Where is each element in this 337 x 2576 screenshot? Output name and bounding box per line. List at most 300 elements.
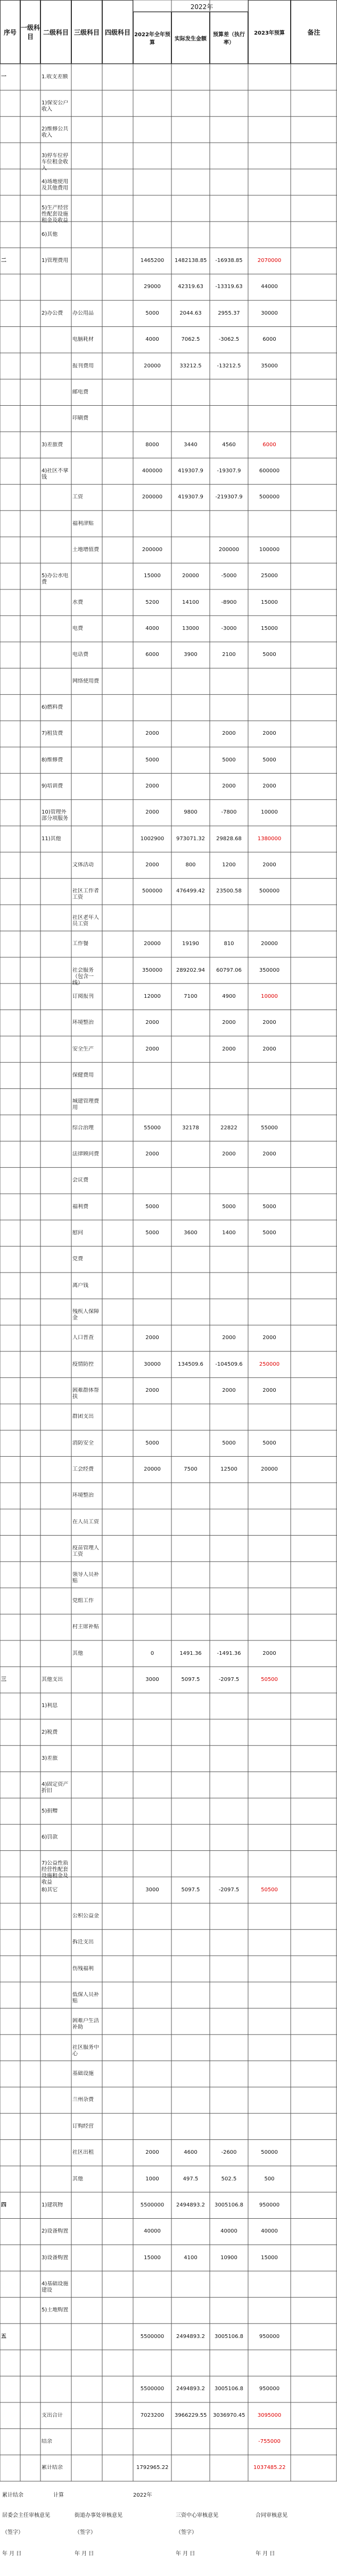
- cell-value-d: -2600: [221, 2150, 237, 2156]
- cell-label-l2: [42, 1913, 70, 1938]
- cell-label-l3: [72, 783, 101, 808]
- cell-label-l3: [72, 179, 101, 204]
- cell-value-d: -3000: [221, 625, 237, 631]
- cell-label-l1: [21, 74, 39, 99]
- cell-label-seq: [1, 547, 19, 572]
- cell-label-l1: [21, 2176, 39, 2201]
- cell-value-a: [175, 2307, 207, 2332]
- cell-value-n: [253, 915, 285, 940]
- cell-label-l3: 会议费: [72, 1177, 88, 1184]
- cell-label-seq: [1, 783, 19, 808]
- cell-value-a: [175, 1703, 207, 1728]
- cell-label-l3: [72, 232, 101, 257]
- cell-value-d: [213, 1966, 245, 1991]
- cell-value-b: [136, 1072, 168, 1097]
- cell-label-seq: [1, 1782, 19, 1807]
- col-header-seq: 序号: [0, 0, 20, 64]
- cell-label-seq: [1, 915, 19, 940]
- cell-label-l3: 工作餐: [72, 941, 88, 947]
- cell-value-b: 4000: [145, 337, 159, 343]
- cell-label-l2: [42, 1388, 70, 1413]
- cell-label-l1: [21, 1572, 39, 1597]
- cell-label-l1: [21, 2202, 39, 2227]
- cell-value-a: [175, 1572, 207, 1597]
- cell-value-n: 2000: [262, 1335, 276, 1341]
- cell-value-n: 950000: [259, 2333, 280, 2340]
- cell-value-d: 2000: [222, 783, 236, 790]
- cell-value-n: [253, 2097, 285, 2122]
- cell-label-l2: [42, 862, 70, 887]
- cell-label-l3: 工会经费: [72, 1466, 94, 1473]
- cell-label-l3: 领导人员补贴: [72, 1571, 99, 1584]
- cell-value-n: [253, 678, 285, 703]
- cell-value-a: 5097.5: [181, 1676, 200, 1683]
- cell-value-b: [136, 678, 168, 703]
- cell-label-seq: [1, 153, 19, 178]
- cell-value-a: [175, 1939, 207, 1964]
- cell-value-n: [253, 521, 285, 546]
- cell-label-l3: 电脑耗材: [72, 337, 94, 343]
- cell-value-n: [253, 1729, 285, 1754]
- cell-label-seq: [1, 2413, 19, 2438]
- cell-label-l2: [42, 389, 70, 414]
- cell-label-l3: [72, 100, 101, 125]
- cell-label-l3: 党费: [72, 1256, 83, 1262]
- cell-value-b: 30000: [144, 1361, 161, 1367]
- cell-label-l3: [72, 2439, 101, 2464]
- cell-label-seq: [1, 468, 19, 493]
- footer-calc-label: 计算: [53, 2492, 64, 2498]
- cell-label-seq: [1, 1598, 19, 1623]
- cell-label-seq: [1, 994, 19, 1019]
- cell-value-d: [213, 1177, 245, 1202]
- cell-value-n: 15000: [261, 625, 278, 631]
- cell-value-a: [175, 1992, 207, 2017]
- cell-value-b: 12000: [144, 993, 161, 999]
- cell-label-l2: 3)设备购置: [42, 2254, 69, 2261]
- cell-value-d: [213, 1755, 245, 1781]
- cell-value-b: 40000: [144, 2228, 161, 2235]
- cell-label-l2: 6)罚款: [42, 1834, 58, 1840]
- cell-label-l1: [21, 652, 39, 677]
- cell-label-l3: 拆迁支出: [72, 1939, 94, 1946]
- cell-label-l2: 累计结余: [42, 2465, 63, 2471]
- cell-value-a: [175, 126, 207, 151]
- cell-value-b: [136, 74, 168, 99]
- cell-label-seq: [1, 2097, 19, 2122]
- cell-value-d: [213, 678, 245, 703]
- cell-value-b: [136, 1492, 168, 1517]
- cell-label-l1: [21, 600, 39, 625]
- cell-value-b: 400000: [142, 467, 163, 474]
- cell-label-l2: [42, 1098, 70, 1123]
- cell-label-l3: 综合治理: [72, 1125, 94, 1131]
- cell-label-seq: [1, 1256, 19, 1281]
- cell-label-seq: [1, 363, 19, 388]
- cell-value-d: -7800: [221, 809, 237, 816]
- cell-value-d: -13319.63: [215, 284, 243, 290]
- cell-value-b: 20000: [144, 941, 161, 947]
- cell-label-l1: [21, 573, 39, 598]
- cell-value-d: [213, 74, 245, 99]
- cell-label-l2: [42, 1440, 70, 1465]
- cell-label-l2: [42, 415, 70, 440]
- cell-label-seq: [1, 967, 19, 992]
- cell-label-l1: [21, 179, 39, 204]
- cell-label-seq: [1, 1151, 19, 1176]
- cell-label-l3: [72, 1887, 101, 1912]
- cell-value-d: [213, 126, 245, 151]
- cell-label-l2: [42, 941, 70, 966]
- cell-label-l2: [42, 2097, 70, 2122]
- cell-label-l2: 5)土地购置: [42, 2307, 69, 2314]
- cell-value-n: 2000: [262, 1046, 276, 1052]
- cell-value-n: 10000: [261, 993, 278, 999]
- footer-sig3-line: （签字）: [176, 2530, 197, 2536]
- cell-value-n: 500000: [259, 888, 280, 895]
- cell-label-l1: [21, 2071, 39, 2096]
- cell-value-b: 2000: [145, 1151, 159, 1157]
- cell-value-d: [213, 1782, 245, 1807]
- cell-value-d: [213, 2465, 245, 2490]
- cell-label-l3: 社区服务中心: [72, 2044, 99, 2057]
- cell-value-n: 1380000: [257, 835, 282, 842]
- footer-sig1-line: （签字）: [2, 2530, 23, 2536]
- cell-label-l1: [21, 2360, 39, 2385]
- cell-label-l3: 社会服务（包含一线）: [72, 967, 94, 986]
- cell-value-a: 20000: [182, 573, 199, 579]
- cell-label-seq: [1, 1388, 19, 1413]
- cell-value-d: 2955.37: [218, 310, 240, 316]
- cell-value-b: [136, 521, 168, 546]
- cell-value-d: [213, 1072, 245, 1097]
- cell-label-seq: [1, 2045, 19, 2070]
- cell-label-seq: [1, 2123, 19, 2148]
- cell-label-l3: 福利费: [72, 1203, 88, 1210]
- cell-value-a: 9800: [184, 809, 198, 816]
- cell-label-l3: 伤残福利: [72, 1965, 94, 1972]
- cell-value-a: [175, 2281, 207, 2306]
- cell-value-b: [136, 389, 168, 414]
- cell-value-a: 42319.63: [178, 284, 203, 290]
- cell-label-l2: [42, 363, 70, 388]
- cell-label-l3: 困难群体帮扶: [72, 1388, 99, 1400]
- cell-label-l3: [72, 2360, 101, 2385]
- cell-label-seq: [1, 1860, 19, 1885]
- cell-label-l1: [21, 2465, 39, 2490]
- cell-label-l1: [21, 1125, 39, 1150]
- cell-label-l2: 支出合计: [42, 2412, 63, 2418]
- cell-label-l1: [21, 1834, 39, 1859]
- cell-value-d: [213, 1098, 245, 1123]
- cell-value-b: [136, 1939, 168, 1964]
- cell-label-seq: [1, 205, 19, 230]
- cell-label-l1: [21, 1072, 39, 1097]
- cell-value-b: [136, 1256, 168, 1281]
- cell-value-a: 3966229.55: [175, 2412, 207, 2418]
- cell-value-b: 2000: [145, 2150, 159, 2156]
- cell-label-l3: [72, 1755, 101, 1781]
- cell-value-d: [213, 704, 245, 729]
- cell-value-d: [213, 1992, 245, 2017]
- cell-value-n: 2000: [262, 862, 276, 868]
- cell-value-a: 289202.94: [176, 967, 206, 973]
- cell-label-l1: [21, 1309, 39, 1334]
- cell-label-seq: [1, 100, 19, 125]
- cell-label-l2: [42, 1414, 70, 1439]
- cell-value-n: [253, 1414, 285, 1439]
- cell-value-a: [175, 100, 207, 125]
- cell-value-n: 5000: [262, 1229, 276, 1236]
- cell-value-b: [136, 1782, 168, 1807]
- cell-label-l2: 其他支出: [42, 1676, 63, 1683]
- cell-label-seq: [1, 704, 19, 729]
- cell-label-seq: 二: [1, 258, 6, 264]
- cell-value-b: 0: [150, 1650, 154, 1656]
- cell-value-a: [175, 547, 207, 572]
- cell-value-d: 200000: [218, 546, 240, 553]
- cell-value-a: [175, 2071, 207, 2096]
- cell-label-seq: [1, 1651, 19, 1676]
- cell-value-b: [136, 1519, 168, 1544]
- cell-label-l1: [21, 1677, 39, 1702]
- cell-value-n: [253, 1913, 285, 1938]
- cell-label-l3: 社区老年人员工资: [72, 914, 99, 927]
- cell-label-l1: [21, 1283, 39, 1308]
- cell-value-b: [136, 1703, 168, 1728]
- cell-label-l1: [21, 888, 39, 913]
- cell-label-l1: [21, 1492, 39, 1517]
- cell-value-d: 5000: [222, 1440, 236, 1446]
- cell-value-n: 44000: [261, 284, 278, 290]
- cell-value-n: 6000: [262, 441, 276, 448]
- cell-label-l2: [42, 1151, 70, 1176]
- cell-label-l1: [21, 2439, 39, 2464]
- cell-label-seq: [1, 521, 19, 546]
- cell-label-l2: 8)维修费: [42, 757, 63, 763]
- cell-label-l2: [42, 1256, 70, 1281]
- cell-label-seq: [1, 126, 19, 151]
- cell-value-n: 50000: [261, 2150, 278, 2156]
- cell-value-a: [175, 1755, 207, 1781]
- cell-value-a: [175, 678, 207, 703]
- col-header-level1: 一级科目: [20, 0, 40, 64]
- cell-value-d: 2000: [222, 731, 236, 737]
- cell-label-l2: [42, 1177, 70, 1202]
- cell-value-d: 502.5: [221, 2176, 237, 2182]
- cell-value-n: 2000: [262, 1020, 276, 1026]
- cell-value-n: [253, 1966, 285, 1991]
- cell-value-d: [213, 2360, 245, 2385]
- cell-label-seq: [1, 888, 19, 913]
- cell-value-d: [213, 1808, 245, 1833]
- cell-value-d: [213, 1939, 245, 1964]
- cell-value-a: 7100: [184, 993, 198, 999]
- cell-label-seq: [1, 1046, 19, 1071]
- cell-value-a: 13000: [182, 625, 199, 631]
- cell-label-l1: [21, 284, 39, 309]
- cell-value-n: 2000: [262, 1650, 276, 1656]
- cell-label-l3: 安全生产: [72, 1046, 94, 1052]
- cell-value-a: 476499.42: [176, 888, 206, 895]
- cell-value-a: [175, 1860, 207, 1885]
- cell-label-seq: [1, 1939, 19, 1964]
- cell-label-l1: [21, 1966, 39, 1991]
- footer-total-label: 累计结余: [2, 2492, 23, 2498]
- cell-label-l1: [21, 994, 39, 1019]
- cell-value-n: [253, 415, 285, 440]
- cell-value-n: [253, 1755, 285, 1781]
- cell-value-n: [253, 2281, 285, 2306]
- cell-label-seq: [1, 1703, 19, 1728]
- cell-label-l1: [21, 915, 39, 940]
- cell-label-l1: [21, 2097, 39, 2122]
- cell-label-l3: 电话费: [72, 652, 88, 658]
- cell-value-n: [253, 1256, 285, 1281]
- cell-label-l1: [21, 1755, 39, 1781]
- cell-label-l2: 1)利息: [42, 1703, 58, 1709]
- cell-value-d: [213, 1256, 245, 1281]
- cell-label-l1: [21, 1361, 39, 1387]
- cell-label-l1: [21, 757, 39, 782]
- cell-label-l2: [42, 600, 70, 625]
- cell-value-d: -2097.5: [218, 1886, 240, 1893]
- cell-label-l2: [42, 1204, 70, 1229]
- cell-value-n: [253, 1309, 285, 1334]
- cell-value-a: 4100: [184, 2254, 198, 2261]
- cell-value-a: 2494893.2: [176, 2333, 206, 2340]
- cell-label-l3: 邮电费: [72, 389, 88, 395]
- cell-value-d: -5000: [221, 573, 237, 579]
- cell-value-n: [253, 1572, 285, 1597]
- cell-value-a: [175, 1151, 207, 1176]
- cell-value-b: [136, 1283, 168, 1308]
- cell-value-a: [175, 2439, 207, 2464]
- cell-label-l1: [21, 1939, 39, 1964]
- cell-label-l1: [21, 1098, 39, 1123]
- cell-label-l2: [42, 1283, 70, 1308]
- cell-label-l2: 6)其他: [42, 231, 58, 237]
- cell-label-l1: [21, 521, 39, 546]
- cell-value-b: 15000: [144, 573, 161, 579]
- cell-label-seq: [1, 2228, 19, 2253]
- cell-value-a: [175, 74, 207, 99]
- cell-label-l2: 2)办公费: [42, 310, 63, 316]
- cell-label-seq: 四: [1, 2202, 6, 2208]
- cell-value-d: 3036970.45: [213, 2412, 245, 2418]
- cell-label-l3: [72, 2307, 101, 2332]
- cell-value-n: [253, 1283, 285, 1308]
- cell-value-b: [136, 126, 168, 151]
- cell-value-a: 497.5: [183, 2176, 199, 2182]
- cell-value-b: 5000: [145, 1203, 159, 1210]
- cell-value-b: [136, 1913, 168, 1938]
- cell-value-d: [213, 521, 245, 546]
- cell-label-seq: [1, 678, 19, 703]
- cell-value-n: 2000: [262, 731, 276, 737]
- cell-label-l1: [21, 1177, 39, 1202]
- cell-label-l2: 5)生产经营性配套设施租金及收益: [42, 205, 69, 224]
- cell-label-l3: [72, 2465, 101, 2490]
- cell-label-l2: 7)公益性质经营性配套设施租金及收益: [42, 1860, 69, 1886]
- cell-label-l2: [42, 2150, 70, 2175]
- cell-value-b: 1002900: [140, 835, 165, 842]
- cell-value-n: [253, 2018, 285, 2043]
- cell-value-b: [136, 232, 168, 257]
- cell-label-l2: [42, 1361, 70, 1387]
- cell-label-l1: [21, 1466, 39, 1491]
- cell-value-n: 15000: [261, 2254, 278, 2261]
- footer-sig3-date: 年 月 日: [176, 2551, 195, 2557]
- cell-value-d: 3005106.8: [214, 2333, 244, 2340]
- cell-label-l2: [42, 1598, 70, 1623]
- cell-label-l2: 2)维修公共收入: [42, 126, 69, 139]
- cell-label-l2: [42, 1492, 70, 1517]
- cell-label-l2: [42, 678, 70, 703]
- cell-value-b: 200000: [142, 546, 163, 553]
- cell-label-l1: [21, 678, 39, 703]
- cell-value-a: [175, 415, 207, 440]
- cell-label-l2: [42, 1466, 70, 1491]
- cell-label-l2: [42, 2018, 70, 2043]
- cell-value-a: 3900: [184, 652, 198, 658]
- cell-label-l2: [42, 2360, 70, 2385]
- cell-value-n: [253, 153, 285, 178]
- cell-value-a: [175, 915, 207, 940]
- cell-value-b: 2000: [145, 1046, 159, 1052]
- cell-value-b: [136, 1098, 168, 1123]
- cell-label-l3: [72, 1808, 101, 1833]
- cell-label-l3: 村主席补贴: [72, 1624, 99, 1630]
- cell-label-l3: [72, 74, 101, 99]
- cell-label-l2: [42, 915, 70, 940]
- cell-value-n: 950000: [259, 2386, 280, 2392]
- cell-label-l3: [72, 836, 101, 861]
- cell-label-l1: [21, 205, 39, 230]
- cell-value-b: [136, 205, 168, 230]
- cell-label-l2: [42, 2386, 70, 2411]
- cell-value-d: 1400: [222, 1229, 236, 1236]
- cell-label-seq: [1, 1361, 19, 1387]
- cell-value-b: [136, 1545, 168, 1570]
- cell-value-a: [175, 1913, 207, 1938]
- cell-label-l2: 结余: [42, 2438, 52, 2444]
- cell-value-n: [253, 1072, 285, 1097]
- cell-value-n: [253, 1703, 285, 1728]
- cell-value-a: [175, 232, 207, 257]
- cell-value-a: [175, 731, 207, 756]
- col-header-level2: 二级科目: [40, 0, 71, 64]
- cell-value-d: 23500.58: [216, 888, 242, 895]
- cell-value-n: 600000: [259, 467, 280, 474]
- footer-sig1-date: 年 月 日: [2, 2551, 22, 2557]
- cell-label-l2: [42, 967, 70, 992]
- cell-label-seq: [1, 1887, 19, 1912]
- cell-value-b: [136, 1414, 168, 1439]
- cell-label-seq: [1, 1966, 19, 1991]
- cell-value-n: 50500: [261, 1676, 278, 1683]
- cell-value-a: [175, 1808, 207, 1833]
- cell-label-l3: [72, 258, 101, 283]
- cell-label-l2: [42, 494, 70, 519]
- cell-label-seq: [1, 389, 19, 414]
- cell-label-l2: [42, 284, 70, 309]
- cell-value-b: [136, 2018, 168, 2043]
- cell-label-l1: [21, 1519, 39, 1544]
- cell-value-b: 5000: [145, 310, 159, 316]
- cell-value-n: [253, 1098, 285, 1123]
- cell-value-a: 32178: [182, 1125, 199, 1131]
